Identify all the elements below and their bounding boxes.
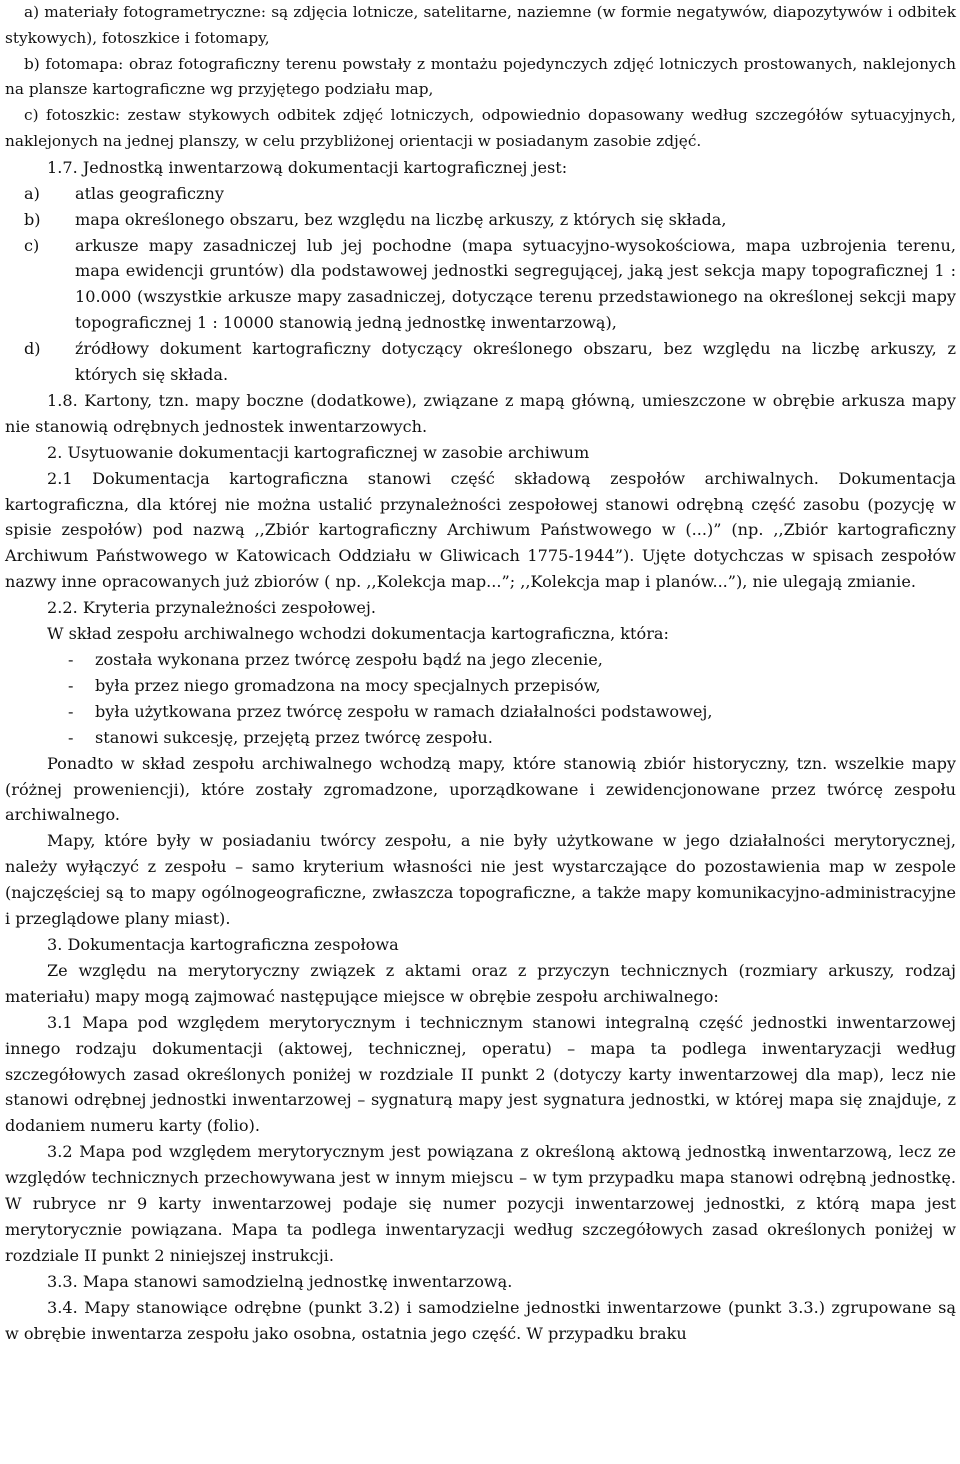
- list-item-label: b): [24, 209, 41, 229]
- section-3-3: 3.3. Mapa stanowi samodzielną jednostkę inwentarzową.: [47, 1271, 513, 1291]
- section-3-title: 3. Dokumentacja kartograficzna zespołowa: [47, 934, 399, 954]
- dash-marker: -: [68, 701, 74, 721]
- section-1-8: 1.8. Kartony, tzn. mapy boczne (dodatkowe), związane z mapą główną, umieszczone w obrębie arkusza mapy nie stanowią odrębnych jednostek inwentarzowych.: [5, 390, 956, 436]
- section-3-1: 3.1 Mapa pod względem merytorycznym i technicznym stanowi integralną część jednostki inwentarzowej innego rodzaju dokumentacji (aktowej, technicznej, operatu) – mapa ta podlega inwentaryzacji według szczegółowych zasad określonych poniżej w rozdziale II punkt 2 (dotyczy karty inwentarzowej dla map), lecz nie stanowi odrębnej jednostki inwentarzowej – sygnaturą mapy jest sygnatura jednostki, w której mapa się znajduje, z dodaniem numeru karty (folio).: [5, 1012, 956, 1136]
- definition-b: b) fotomapa: obraz fotograficzny terenu powstały z montażu pojedynczych zdjęć lotniczych prostowanych, naklejonych na plansze kartograficzne wg przyjętego podziału map,: [5, 54, 956, 99]
- list-item-text: źródłowy dokument kartograficzny dotyczący określonego obszaru, bez względu na liczbę arkuszy, z których się składa.: [75, 339, 956, 385]
- definitions-block: [5, 0, 956, 155]
- section-2-1: 2.1 Dokumentacja kartograficzna stanowi część składową zespołów archiwalnych. Dokumentacja kartograficzna, dla której nie można ustalić przynależności zespołowej stanowi odrębną część zasobu (pozycję w spisie zespołów) pod nazwą ,,Zbiór kartograficzny Archiwum Państwowego w (...)” (np. ,,Zbiór kartograficzny Archiwum Państwowego w Katowicach Oddziału w Gliwicach 1775-1944”). Ujęte dotychczas w spisach zespołów nazwy inne opracowanych już zbiorów ( np. ,,Kolekcja map...”; ,,Kolekcja map i planów...”), nie ulegają zmianie.: [5, 468, 956, 592]
- definition-c: c) fotoszkic: zestaw stykowych odbitek zdjęć lotniczych, odpowiednio dopasowany według szczegółów sytuacyjnych, naklejonych na jednej planszy, w celu przybliżonej orientacji w posiadanym zasobie zdjęć.: [5, 106, 956, 150]
- list-item-label: d): [24, 339, 41, 359]
- list-item: [5, 233, 956, 337]
- section-2-2-intro: W skład zespołu archiwalnego wchodzi dokumentacja kartograficzna, która:: [47, 624, 669, 644]
- list-item-text: była użytkowana przez twórcę zespołu w ramach działalności podstawowej,: [95, 701, 713, 721]
- paragraph-ponadto: Ponadto w skład zespołu archiwalnego wchodzą mapy, które stanowią zbiór historyczny, tzn. wszelkie mapy (różnej proweniencji), które zostały zgromadzone, uporządkowane i zewidencjonowane przez twórcę zespołu archiwalnego.: [5, 753, 956, 825]
- list-item: [5, 725, 956, 751]
- section-2-2-title: 2.2. Kryteria przynależności zespołowej.: [47, 598, 377, 618]
- paragraph-mapy: Mapy, które były w posiadaniu twórcy zespołu, a nie były użytkowane w jego działalności merytorycznej, należy wyłączyć z zespołu – samo kryterium własności nie jest wystarczające do pozostawienia map w zespole (najczęściej są to mapy ogólnogeograficzne, zwłaszcza topograficzne, a także mapy komunikacyjno-administracyjne i przeglądowe plany miast).: [5, 831, 956, 929]
- list-item-text: była przez niego gromadzona na mocy specjalnych przepisów,: [95, 675, 601, 695]
- section-3-4: 3.4. Mapy stanowiące odrębne (punkt 3.2) i samodzielne jednostki inwentarzowe (punkt 3.3.) zgrupowane są w obrębie inwentarza zespołu jako osobna, ostatnia jego część. W przypadku braku: [5, 1297, 956, 1343]
- section-2-title: 2. Usytuowanie dokumentacji kartograficznej w zasobie archiwum: [47, 442, 590, 462]
- list-item-text: mapa określonego obszaru, bez względu na liczbę arkuszy, z których się składa,: [75, 209, 727, 229]
- dash-marker: -: [68, 675, 74, 695]
- list-item-text: atlas geograficzny: [75, 183, 224, 203]
- section-3-2: 3.2 Mapa pod względem merytorycznym jest powiązana z określoną aktową jednostką inwentarzową, lecz ze względów technicznych przechowywana jest w innym miejscu – w tym przypadku mapa stanowi odrębną jednostkę. W rubryce nr 9 karty inwentarzowej podaje się numer pozycji inwentarzowej jednostki, z którą mapa jest merytorycznie powiązana. Mapa ta podlega inwentaryzacji według szczegółowych zasad określonych poniżej w rozdziale II punkt 2 niniejszej instrukcji.: [5, 1142, 956, 1265]
- list-item-label: c): [24, 235, 40, 255]
- list-item: [5, 207, 956, 233]
- dash-marker: -: [68, 650, 74, 669]
- list-item: [5, 673, 956, 699]
- list-item: [5, 699, 956, 725]
- list-item: [5, 647, 956, 673]
- section-3-intro: Ze względu na merytoryczny związek z aktami oraz z przyczyn technicznych (rozmiary arkuszy, rodzaj materiału) mapy mogą zajmować następujące miejsce w obrębie zespołu archiwalnego:: [5, 960, 956, 1006]
- list-item: [5, 336, 956, 388]
- list-item: [5, 181, 956, 207]
- list-item-text: arkusze mapy zasadniczej lub jej pochodne (mapa sytuacyjno-wysokościowa, mapa uzbrojenia terenu, mapa ewidencji gruntów) dla podstawowej jednostki segregującej, jaką jest sekcja mapy topograficznej 1 : 10.000 (wszystkie arkusze mapy zasadniczej, dotyczące terenu przedstawionego na określonej sekcji mapy topograficznej 1 : 10000 stanowią jedną jednostkę inwentarzową),: [75, 235, 956, 333]
- list-item-text: została wykonana przez twórcę zespołu bądź na jego zlecenie,: [95, 650, 603, 669]
- section-1-7-intro: 1.7. Jednostką inwentarzową dokumentacji kartograficznej jest:: [47, 157, 568, 177]
- list-item-text: stanowi sukcesję, przejętą przez twórcę zespołu.: [95, 727, 493, 747]
- list-item-label: a): [24, 183, 40, 203]
- dash-marker: -: [68, 727, 74, 747]
- definition-a: a) materiały fotogrametryczne: są zdjęcia lotnicze, satelitarne, naziemne (w formie negatywów, diapozytywów i odbitek stykowych), fotoszkice i fotomapy,: [5, 3, 956, 47]
